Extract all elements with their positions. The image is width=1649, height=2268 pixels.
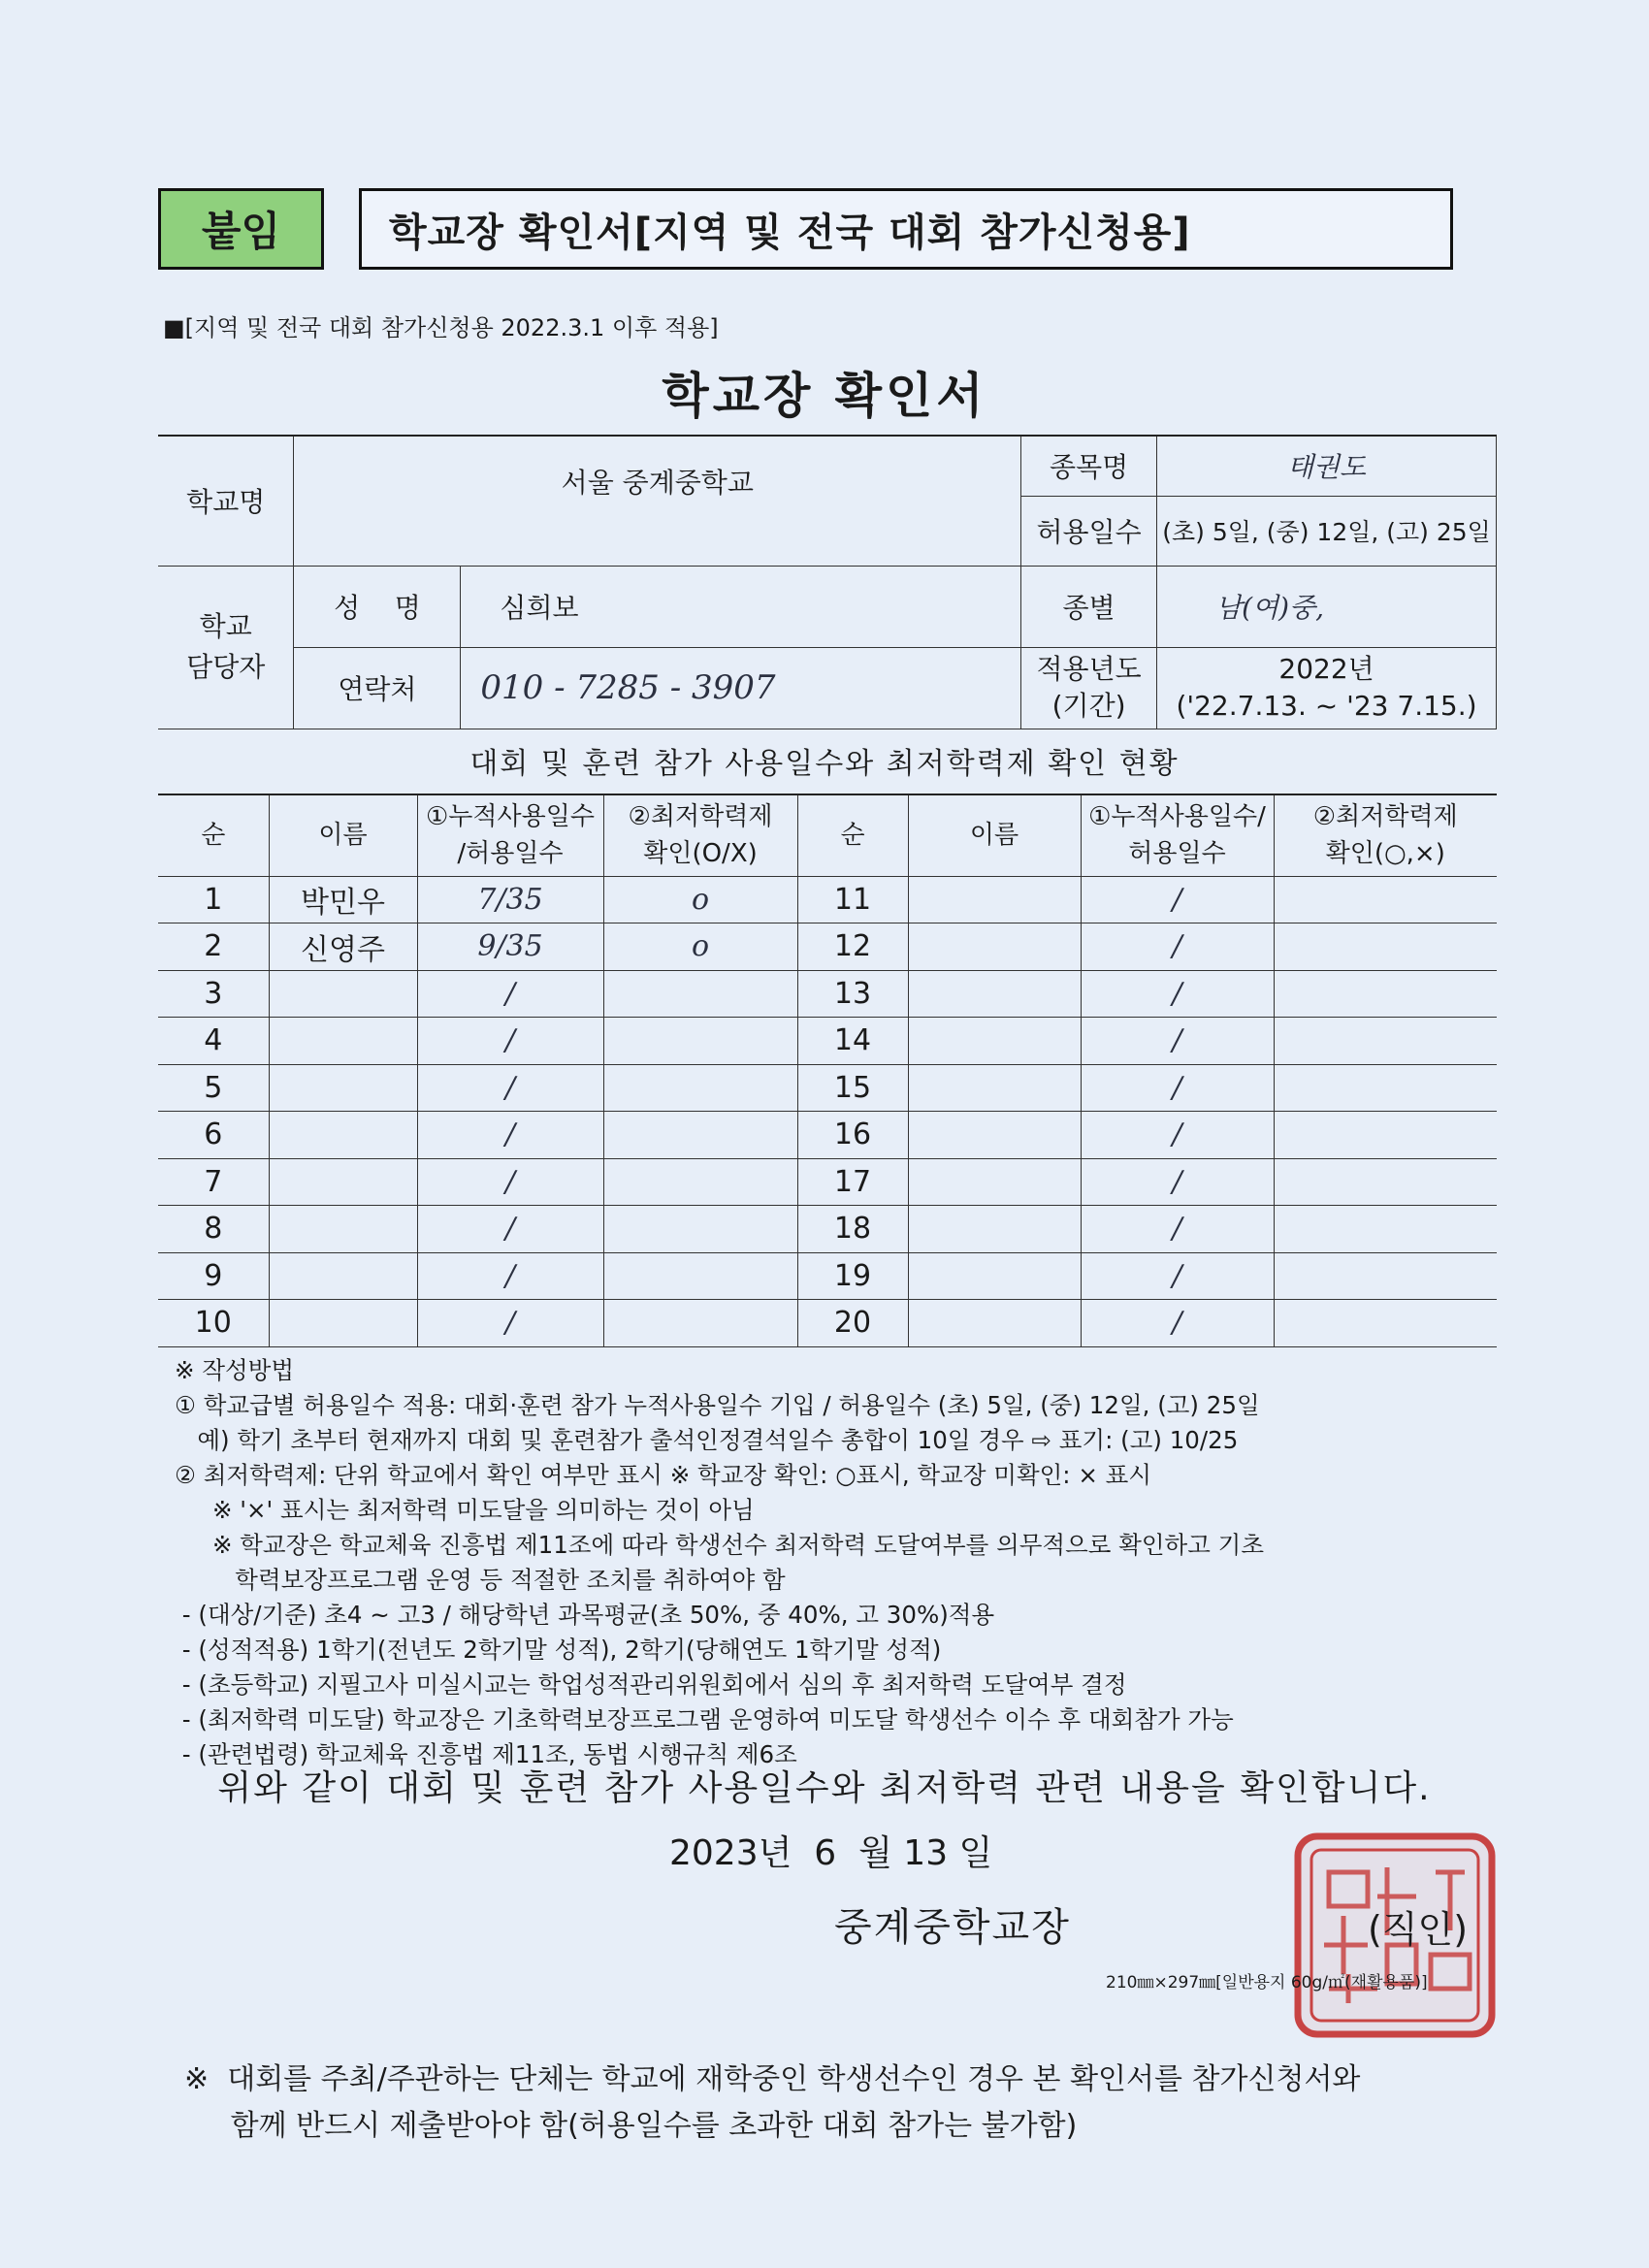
header-days-right: ①누적사용일수/ 허용일수 — [1081, 794, 1274, 876]
table-row — [158, 1112, 1497, 1159]
row-seq: 19 — [797, 1252, 908, 1300]
instruction-line: ※ '×' 표시는 최저학력 미도달을 의미하는 것이 아님 — [175, 1496, 755, 1524]
header-seq-right: 순 — [797, 794, 908, 876]
instruction-line: - (관련법령) 학교체육 진흥법 제11조, 동법 시행규칙 제6조 — [175, 1740, 797, 1768]
row-min — [603, 1064, 797, 1112]
row-seq: 2 — [158, 923, 269, 971]
row-name — [269, 1206, 417, 1253]
row-seq: 13 — [797, 970, 908, 1018]
row-min: o — [603, 876, 797, 923]
confirmation-statement: 위와 같이 대회 및 훈련 참가 사용일수와 최저학력 관련 내용을 확인합니다. — [217, 1768, 1432, 1808]
row-days: 7/35 — [417, 876, 603, 923]
row-days: / — [417, 970, 603, 1018]
row-days: / — [1081, 876, 1274, 923]
instruction-line: - (초등학교) 지필고사 미실시교는 학업성적관리위원회에서 심의 후 최저학력 도달여부 결정 — [175, 1670, 1127, 1699]
instruction-line: 예) 학기 초부터 현재까지 대회 및 훈련참가 출석인정결석일수 총합이 10일 경우 ⇨ 표기: (고) 10/25 — [175, 1426, 1239, 1454]
row-days: / — [1081, 1112, 1274, 1159]
row-min — [1274, 1064, 1497, 1112]
table-row — [158, 1158, 1497, 1206]
row-seq: 12 — [797, 923, 908, 971]
table-row — [158, 876, 1497, 923]
row-days: / — [1081, 923, 1274, 971]
instruction-line: - (성적적용) 1학기(전년도 2학기말 성적), 2학기(당해연도 1학기말 성적) — [175, 1636, 942, 1664]
row-days: / — [1081, 1252, 1274, 1300]
row-name — [908, 1064, 1081, 1112]
row-min — [603, 1206, 797, 1253]
year-value: 2022년 ('22.7.13. ~ '23 7.15.) — [1157, 647, 1497, 729]
row-seq: 5 — [158, 1064, 269, 1112]
row-seq: 18 — [797, 1206, 908, 1253]
document-heading: 학교장 확인서[지역 및 전국 대회 참가신청용] — [389, 210, 1191, 255]
row-seq: 20 — [797, 1300, 908, 1347]
row-min — [1274, 876, 1497, 923]
row-min — [1274, 970, 1497, 1018]
row-name — [269, 1158, 417, 1206]
allowed-days-value: (초) 5일, (중) 12일, (고) 25일 — [1157, 496, 1497, 566]
row-name — [908, 1158, 1081, 1206]
row-min — [1274, 1252, 1497, 1300]
row-seq: 16 — [797, 1112, 908, 1159]
row-days: / — [1081, 1064, 1274, 1112]
row-name — [269, 1064, 417, 1112]
manager-name-value: 심희보 — [461, 566, 1021, 647]
row-seq: 7 — [158, 1158, 269, 1206]
row-name — [269, 1300, 417, 1347]
row-min — [603, 970, 797, 1018]
row-name — [908, 923, 1081, 971]
header-min-right: ②최저학력제 확인(○,×) — [1274, 794, 1497, 876]
table-row — [158, 970, 1497, 1018]
event-label: 종목명 — [1021, 436, 1157, 496]
row-days: / — [417, 1300, 603, 1347]
header-name-right: 이름 — [908, 794, 1081, 876]
event-value: 태권도 — [1157, 436, 1497, 496]
attachment-tag — [158, 188, 324, 270]
school-name-value: 서울 중계중학교 — [294, 436, 1021, 566]
header-min-left: ②최저학력제 확인(O/X) — [603, 794, 797, 876]
row-days: / — [1081, 970, 1274, 1018]
row-name — [269, 970, 417, 1018]
row-seq: 3 — [158, 970, 269, 1018]
paper-spec: 210㎜×297㎜[일반용지 60g/㎡(재활용품)] — [1106, 1973, 1428, 1993]
header-days-left: ①누적사용일수 /허용일수 — [417, 794, 603, 876]
row-min — [603, 1300, 797, 1347]
row-days: / — [417, 1206, 603, 1253]
instruction-line: ② 최저학력제: 단위 학교에서 확인 여부만 표시 ※ 학교장 확인: ○표시, 학교장 미확인: × 표시 — [175, 1461, 1151, 1489]
row-days: / — [1081, 1300, 1274, 1347]
row-min — [1274, 923, 1497, 971]
header-name-left: 이름 — [269, 794, 417, 876]
table-row — [158, 1206, 1497, 1253]
row-name — [908, 970, 1081, 1018]
submission-note-line: 함께 반드시 제출받아야 함(허용일수를 초과한 대회 참가는 불가함) — [184, 2109, 1078, 2143]
submission-note-line: ※ 대회를 주최/주관하는 단체는 학교에 재학중인 학생선수인 경우 본 확인서를 참가신청서와 — [184, 2062, 1361, 2096]
row-seq: 15 — [797, 1064, 908, 1112]
row-min: o — [603, 923, 797, 971]
manager-name-label: 성 명 — [294, 566, 461, 647]
principal-title: 중계중학교장 — [834, 1905, 1071, 1950]
row-days: / — [417, 1064, 603, 1112]
applies-note: ■[지역 및 전국 대회 참가신청용 2022.3.1 이후 적용] — [163, 314, 719, 341]
row-min — [603, 1112, 797, 1159]
allowed-days-label: 허용일수 — [1021, 496, 1157, 566]
row-min — [603, 1158, 797, 1206]
row-days: / — [1081, 1206, 1274, 1253]
row-name — [269, 1112, 417, 1159]
status-grid — [158, 794, 1497, 1347]
header-seq-left: 순 — [158, 794, 269, 876]
row-seq: 1 — [158, 876, 269, 923]
row-name — [908, 1206, 1081, 1253]
row-name — [269, 1018, 417, 1065]
row-seq: 6 — [158, 1112, 269, 1159]
row-days: / — [417, 1158, 603, 1206]
row-name — [908, 1252, 1081, 1300]
row-min — [603, 1252, 797, 1300]
contact-value: 010 - 7285 - 3907 — [461, 647, 1021, 729]
table-row — [158, 1018, 1497, 1065]
row-days: / — [417, 1112, 603, 1159]
row-name: 박민우 — [269, 876, 417, 923]
page-title: 학교장 확인서 — [662, 368, 987, 424]
year-label: 적용년도 (기간) — [1021, 647, 1157, 729]
instructions — [175, 1353, 1513, 1772]
manager-label: 학교 담당자 — [158, 566, 294, 729]
info-table — [158, 435, 1497, 729]
table-row — [158, 1252, 1497, 1300]
row-min — [1274, 1018, 1497, 1065]
school-name-label: 학교명 — [158, 436, 294, 566]
row-min — [1274, 1206, 1497, 1253]
document-heading-box — [359, 188, 1453, 270]
instruction-line: ① 학교급별 허용일수 적용: 대회·훈련 참가 누적사용일수 기입 / 허용일수 (초) 5일, (중) 12일, (고) 25일 — [175, 1391, 1260, 1419]
row-seq: 17 — [797, 1158, 908, 1206]
instruction-line: - (최저학력 미도달) 학교장은 기초학력보장프로그램 운영하여 미도달 학생선수 이수 후 대회참가 가능 — [175, 1705, 1234, 1733]
row-seq: 11 — [797, 876, 908, 923]
status-title: 대회 및 훈련 참가 사용일수와 최저학력제 확인 현황 — [469, 747, 1180, 781]
row-days: / — [417, 1252, 603, 1300]
row-days: / — [417, 1018, 603, 1065]
row-days: / — [1081, 1158, 1274, 1206]
instruction-line: 학력보장프로그램 운영 등 적절한 조치를 취하여야 함 — [175, 1566, 786, 1594]
contact-label: 연락처 — [294, 647, 461, 729]
row-name — [908, 876, 1081, 923]
row-seq: 9 — [158, 1252, 269, 1300]
row-min — [1274, 1300, 1497, 1347]
row-min — [1274, 1158, 1497, 1206]
gender-value: 남(여)중, — [1157, 566, 1497, 647]
submission-note — [184, 2057, 1542, 2150]
attachment-tag-label: 붙임 — [201, 208, 281, 255]
row-seq: 4 — [158, 1018, 269, 1065]
row-days: / — [1081, 1018, 1274, 1065]
row-seq: 14 — [797, 1018, 908, 1065]
row-seq: 10 — [158, 1300, 269, 1347]
row-min — [1274, 1112, 1497, 1159]
row-name — [269, 1252, 417, 1300]
instruction-line: ※ 작성방법 — [175, 1356, 294, 1384]
row-min — [603, 1018, 797, 1065]
seal-label: (직인) — [1368, 1908, 1469, 1951]
row-name — [908, 1300, 1081, 1347]
signature-date: 2023년 6 월 13 일 — [669, 1833, 993, 1873]
table-row — [158, 1064, 1497, 1112]
row-name — [908, 1112, 1081, 1159]
instruction-line: - (대상/기준) 초4 ~ 고3 / 해당학년 과목평균(초 50%, 중 40%, 고 30%)적용 — [175, 1601, 995, 1629]
table-row — [158, 1300, 1497, 1347]
row-name: 신영주 — [269, 923, 417, 971]
row-seq: 8 — [158, 1206, 269, 1253]
instruction-line: ※ 학교장은 학교체육 진흥법 제11조에 따라 학생선수 최저학력 도달여부를 의무적으로 확인하고 기초 — [175, 1531, 1264, 1559]
row-days: 9/35 — [417, 923, 603, 971]
row-name — [908, 1018, 1081, 1065]
gender-label: 종별 — [1021, 566, 1157, 647]
table-row — [158, 923, 1497, 971]
